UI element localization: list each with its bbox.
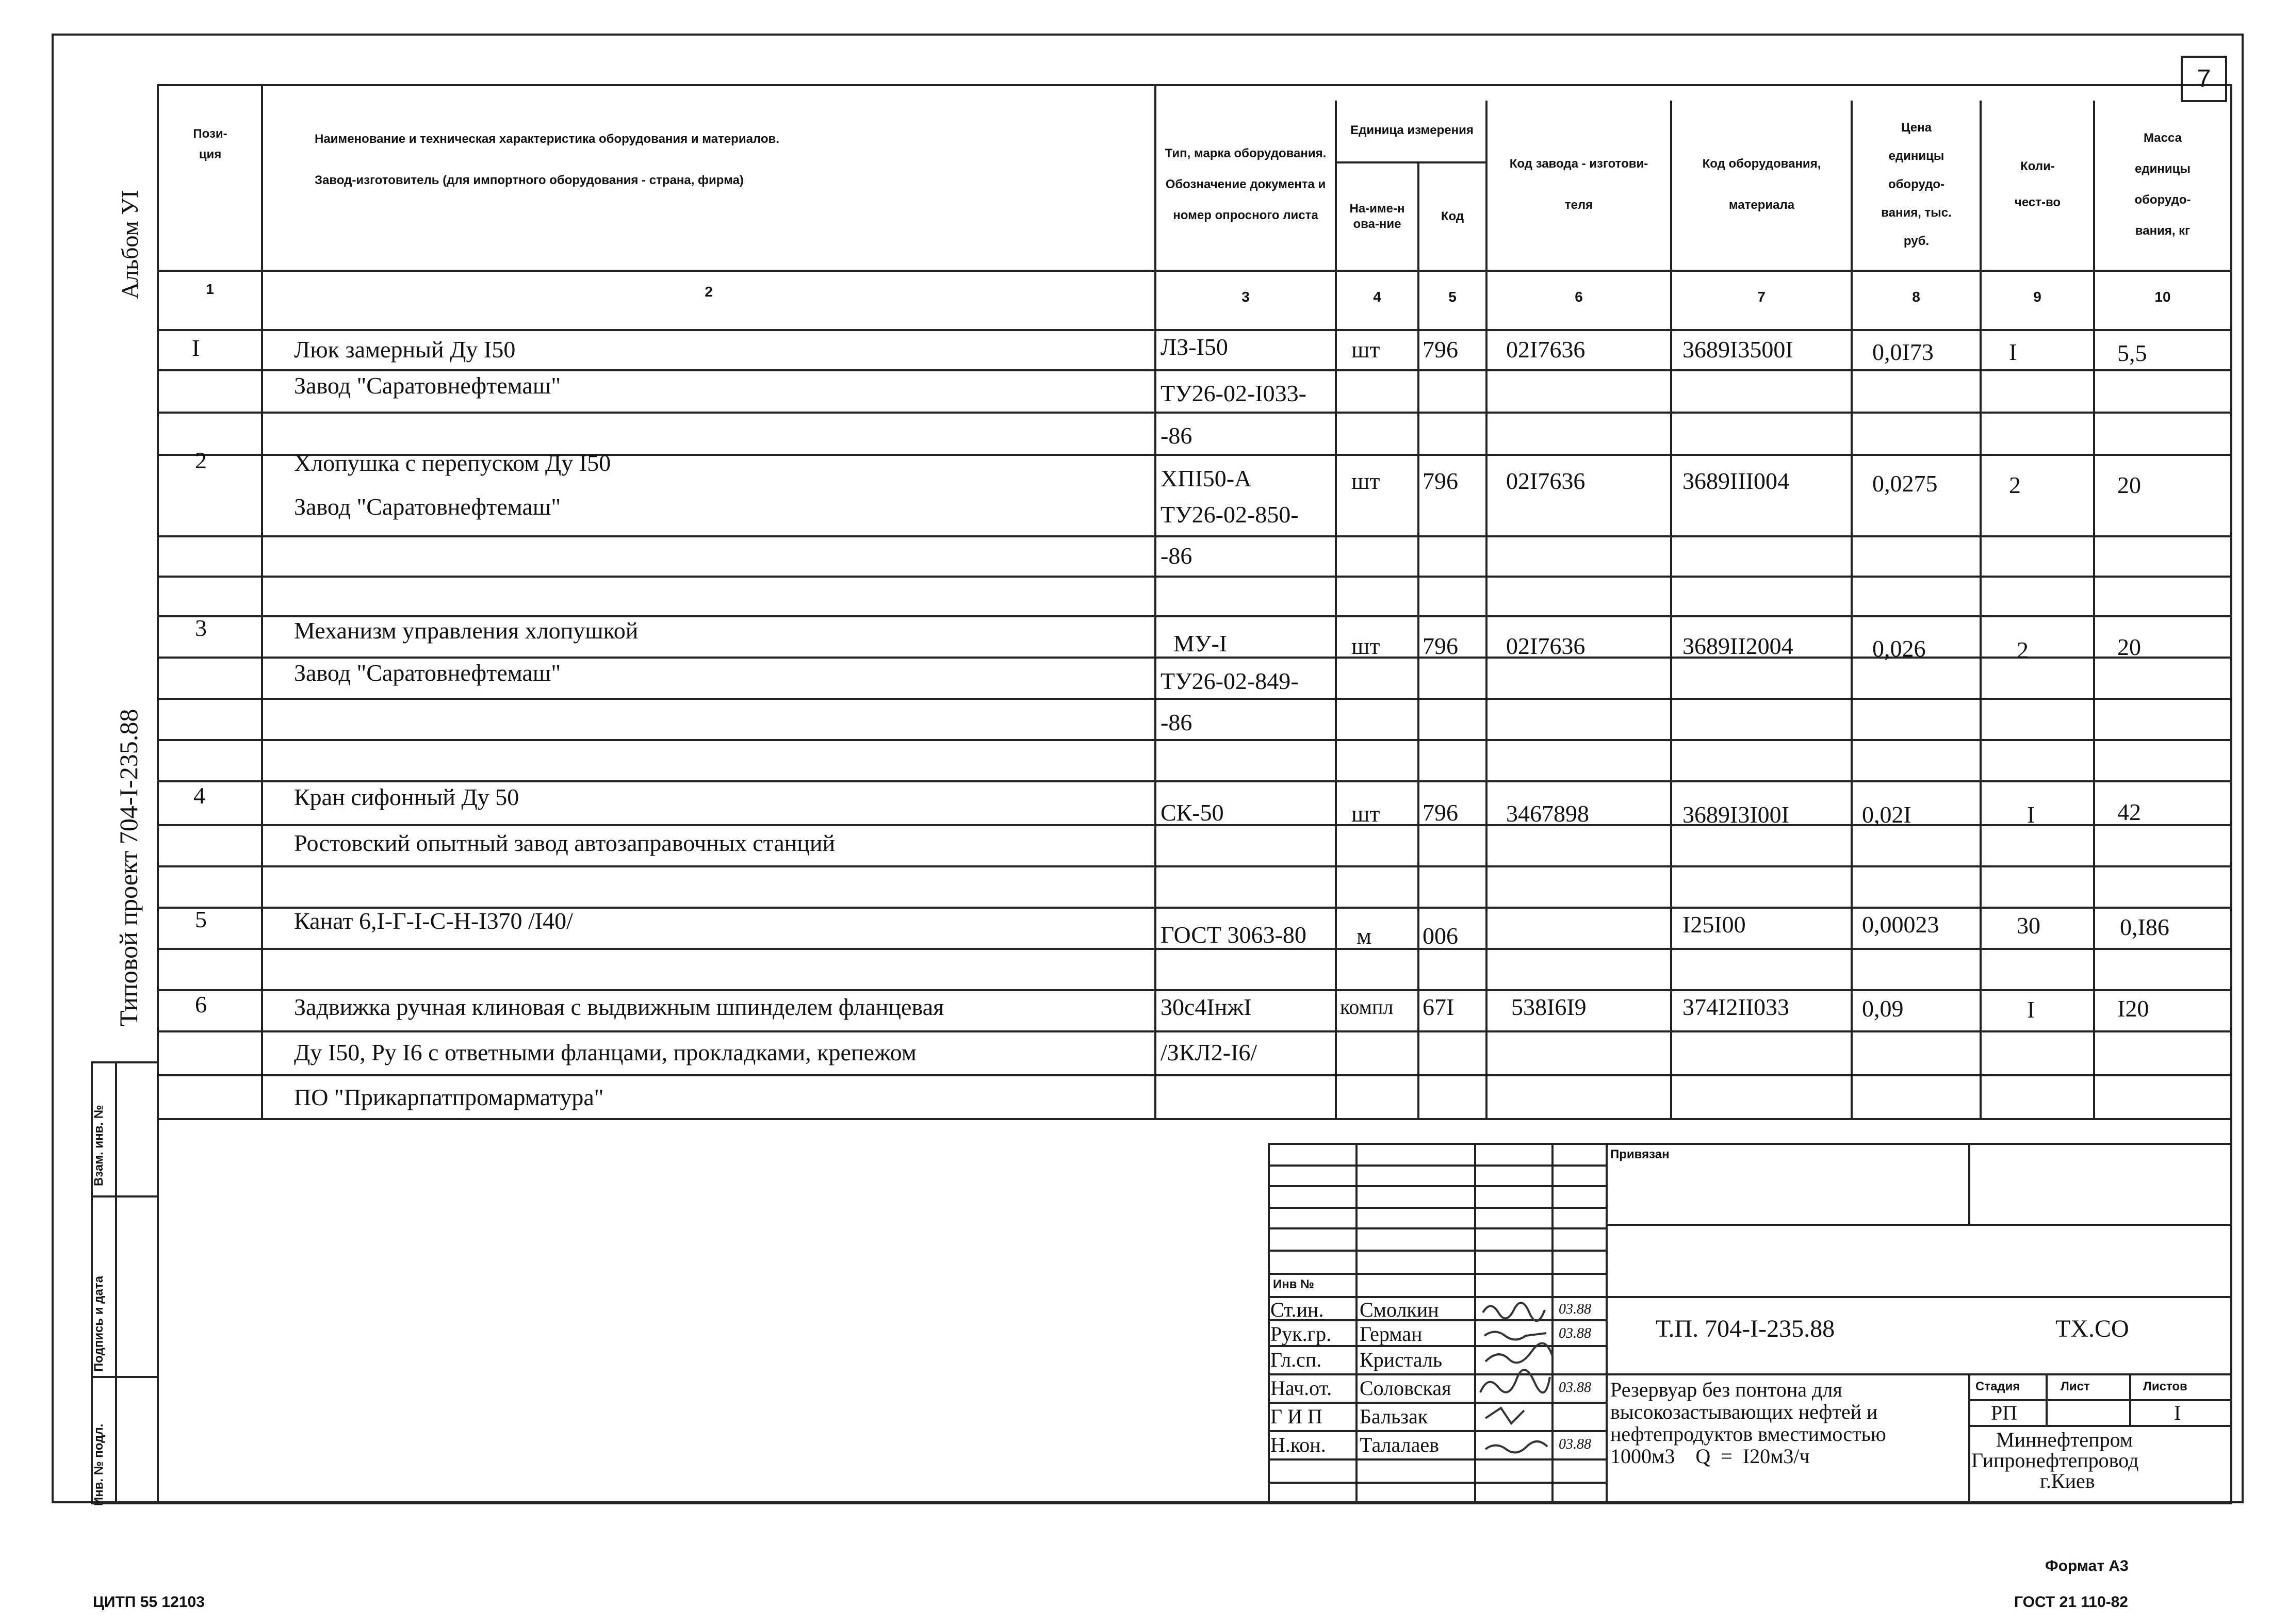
col-number-4: 4 — [1373, 289, 1381, 305]
row5-mass: 0,I86 — [2120, 914, 2169, 940]
row1-type-2: ТУ26-02-I033- — [1161, 380, 1306, 406]
row4-plant-code: 3467898 — [1506, 800, 1589, 827]
row2-type-3: -86 — [1161, 543, 1192, 569]
stamp-name-2: Герман — [1360, 1322, 1423, 1346]
row6-unit-code: 67I — [1423, 994, 1454, 1020]
stamp-name-3: Кристаль — [1360, 1348, 1443, 1371]
stamp-privyazan: Привязан — [1610, 1147, 1670, 1161]
stamp-sheet-label: Лист — [2061, 1380, 2090, 1393]
row1-price: 0,0I73 — [1872, 339, 1934, 365]
col-number-8: 8 — [1912, 289, 1920, 305]
col-number-7: 7 — [1757, 289, 1766, 305]
row3-name-2: Завод "Саратовнефтемаш" — [294, 660, 561, 686]
stamp-title-3: нефтепродуктов вместимостью — [1610, 1422, 1886, 1446]
col-number-2: 2 — [705, 284, 713, 300]
row4-position: 4 — [193, 782, 205, 809]
header-position: Пози- ция — [193, 127, 227, 161]
row2-name-1: Хлопушка с перепуском Ду I50 — [294, 450, 611, 476]
header-type: Тип, марка оборудования. Обозначение документа и номер опросного листа — [1165, 146, 1327, 222]
row1-equip-code: 3689I3500I — [1682, 336, 1793, 363]
row6-name-2: Ду I50, Ру I6 с ответными фланцами, прокладками, крепежом — [294, 1039, 917, 1065]
stamp-title-2: высокозастывающих нефтей и — [1610, 1400, 1878, 1423]
row1-position: I — [192, 335, 200, 361]
stamp-org-2: Гипронефтепровод — [1971, 1449, 2139, 1472]
row3-position: 3 — [195, 615, 207, 641]
stamp-org-3: г.Киев — [2040, 1469, 2095, 1492]
row5-position: 5 — [195, 906, 207, 932]
header-unit-group: Единица измерения — [1350, 123, 1474, 137]
row2-mass: 20 — [2117, 472, 2141, 498]
col-number-9: 9 — [2033, 289, 2041, 305]
row3-unit: шт — [1351, 633, 1380, 659]
stamp-name-4: Соловская — [1360, 1376, 1451, 1400]
stamp-role-3: Гл.сп. — [1270, 1348, 1322, 1371]
row6-name-1: Задвижка ручная клиновая с выдвижным шпинделем фланцевая — [294, 994, 944, 1020]
side-label-podpis: Подпись и дата — [92, 1276, 106, 1372]
stamp-role-1: Ст.ин. — [1270, 1298, 1324, 1321]
row5-price: 0,00023 — [1862, 911, 1939, 938]
row6-unit: компл — [1340, 995, 1394, 1019]
footer-left: ЦИТП 55 12103 — [93, 1594, 205, 1611]
col-number-5: 5 — [1448, 289, 1457, 305]
header-plant-code: Код завода - изготови-теля — [1509, 156, 1648, 212]
row4-name-2: Ростовский опытный завод автозаправочных станций — [294, 830, 836, 856]
row3-equip-code: 3689II2004 — [1682, 633, 1793, 659]
row3-type-2: ТУ26-02-849- — [1161, 668, 1299, 694]
row1-unit: шт — [1351, 336, 1380, 363]
row6-equip-code: 374I2II033 — [1682, 994, 1789, 1020]
row4-qty: I — [2027, 801, 2035, 828]
stamp-role-4: Нач.от. — [1270, 1376, 1332, 1400]
row1-unit-code: 796 — [1423, 336, 1458, 363]
row3-qty: 2 — [2017, 637, 2029, 663]
row3-unit-code: 796 — [1423, 633, 1458, 659]
col-number-1: 1 — [206, 281, 214, 297]
project-label: Типовой проект 704-I-235.88 — [114, 709, 143, 1026]
row2-unit-code: 796 — [1423, 468, 1458, 494]
row6-mass: I20 — [2117, 995, 2149, 1022]
row6-qty: I — [2027, 996, 2035, 1023]
row5-qty: 30 — [2017, 912, 2040, 939]
row4-unit-code: 796 — [1423, 799, 1458, 826]
row6-price: 0,09 — [1862, 995, 1904, 1022]
stamp-date-2: 03.88 — [1559, 1325, 1591, 1341]
sheet-number: 7 — [2181, 56, 2227, 102]
row2-type-2: ТУ26-02-850- — [1161, 501, 1299, 528]
row2-type-1: ХПI50-А — [1161, 465, 1252, 491]
stamp-stage-label: Стадия — [1975, 1380, 2020, 1393]
row3-price: 0,026 — [1872, 635, 1926, 662]
header-price: Цена единицы оборудо-вания, тыс. руб. — [1881, 121, 1952, 248]
footer-right: ГОСТ 21 110-82 — [2014, 1594, 2128, 1611]
row5-type-1: ГОСТ 3063-80 — [1161, 922, 1306, 948]
stamp-name-6: Талалаев — [1360, 1433, 1439, 1456]
row4-type-1: СК-50 — [1161, 799, 1224, 826]
stamp-sheets-label: Листов — [2143, 1380, 2187, 1393]
row2-price: 0,0275 — [1872, 470, 1938, 497]
stamp-title-4: 1000м3 Q = I20м3/ч — [1610, 1445, 1810, 1468]
row4-equip-code: 3689I3I00I — [1682, 801, 1789, 828]
stamp-date-6: 03.88 — [1559, 1436, 1591, 1452]
stamp-role-5: Г И П — [1270, 1405, 1322, 1428]
header-equip-code: Код оборудования, материала — [1702, 156, 1821, 212]
stamp-doc-code: Т.П. 704-I-235.88 — [1656, 1315, 1835, 1342]
row6-type-1: 30с4IнжI — [1161, 994, 1252, 1020]
stamp-date-4: 03.88 — [1559, 1380, 1591, 1396]
format-label: Формат А3 — [2045, 1557, 2129, 1574]
row3-name-1: Механизм управления хлопушкой — [294, 617, 639, 644]
header-unit-name: На-име-нова-ние — [1349, 202, 1405, 231]
stamp-org-1: Миннефтепром — [1996, 1428, 2133, 1451]
stamp-sheets: I — [2174, 1401, 2181, 1424]
stamp-name-5: Бальзак — [1360, 1405, 1428, 1428]
header-name: Наименование и техническая характеристика оборудования и материалов. Завод-изготовитель (для импортного оборудования - страна, фирма) — [315, 132, 779, 187]
row6-type-2: /ЗКЛ2-I6/ — [1161, 1039, 1257, 1065]
row5-unit: м — [1357, 923, 1372, 949]
row3-type-1: МУ-I — [1173, 630, 1228, 657]
row2-equip-code: 3689III004 — [1682, 468, 1789, 494]
col-number-10: 10 — [2154, 289, 2171, 305]
side-label-inv-podl: Инв. № подл. — [92, 1423, 106, 1506]
stamp-name-1: Смолкин — [1360, 1298, 1439, 1321]
stamp-date-1: 03.88 — [1559, 1301, 1591, 1317]
row1-mass: 5,5 — [2117, 340, 2147, 366]
stamp-mark: ТХ.СО — [2055, 1315, 2129, 1342]
header-quantity: Коли-чест-во — [2014, 159, 2061, 209]
row2-qty: 2 — [2009, 472, 2021, 498]
row2-unit: шт — [1351, 468, 1380, 494]
row6-plant-code: 538I6I9 — [1511, 994, 1587, 1020]
row1-plant-code: 02I7636 — [1506, 336, 1586, 363]
row3-plant-code: 02I7636 — [1506, 633, 1586, 659]
row1-qty: I — [2009, 339, 2017, 365]
row4-name-1: Кран сифонный Ду 50 — [294, 784, 519, 810]
row5-name-1: Канат 6,I-Г-I-С-Н-I370 /I40/ — [294, 908, 573, 934]
col-number-6: 6 — [1575, 289, 1583, 305]
row4-mass: 42 — [2117, 799, 2141, 825]
row1-name-2: Завод "Саратовнефтемаш" — [294, 372, 561, 399]
stamp-role-2: Рук.гр. — [1270, 1322, 1332, 1346]
row3-mass: 20 — [2117, 634, 2141, 660]
row2-position: 2 — [195, 447, 207, 473]
row1-type-1: ЛЗ-I50 — [1161, 334, 1228, 360]
row6-name-3: ПО "Прикарпатпромарматура" — [294, 1084, 604, 1110]
row1-type-3: -86 — [1161, 422, 1192, 449]
header-mass: Масса единицы оборудо-вания, кг — [2134, 130, 2191, 238]
row4-unit: шт — [1351, 800, 1380, 827]
row1-name-1: Люк замерный Ду I50 — [294, 336, 516, 363]
col-number-3: 3 — [1241, 289, 1250, 305]
stamp-stage: РП — [1991, 1401, 2018, 1424]
row4-price: 0,02I — [1862, 801, 1911, 828]
stamp-role-6: Н.кон. — [1270, 1433, 1326, 1456]
row2-plant-code: 02I7636 — [1506, 468, 1586, 494]
album-label: Альбом УI — [117, 190, 143, 299]
row6-position: 6 — [195, 991, 207, 1018]
row2-name-2: Завод "Саратовнефтемаш" — [294, 494, 561, 520]
stamp-inv-label: Инв № — [1273, 1277, 1314, 1291]
stamp-title-1: Резервуар без понтона для — [1610, 1378, 1842, 1401]
header-unit-code: Код — [1441, 209, 1464, 223]
row5-unit-code: 006 — [1423, 923, 1458, 949]
row3-type-3: -86 — [1161, 709, 1192, 735]
row5-equip-code: I25I00 — [1682, 911, 1746, 938]
side-label-vzam: Взам. инв. № — [92, 1105, 106, 1186]
